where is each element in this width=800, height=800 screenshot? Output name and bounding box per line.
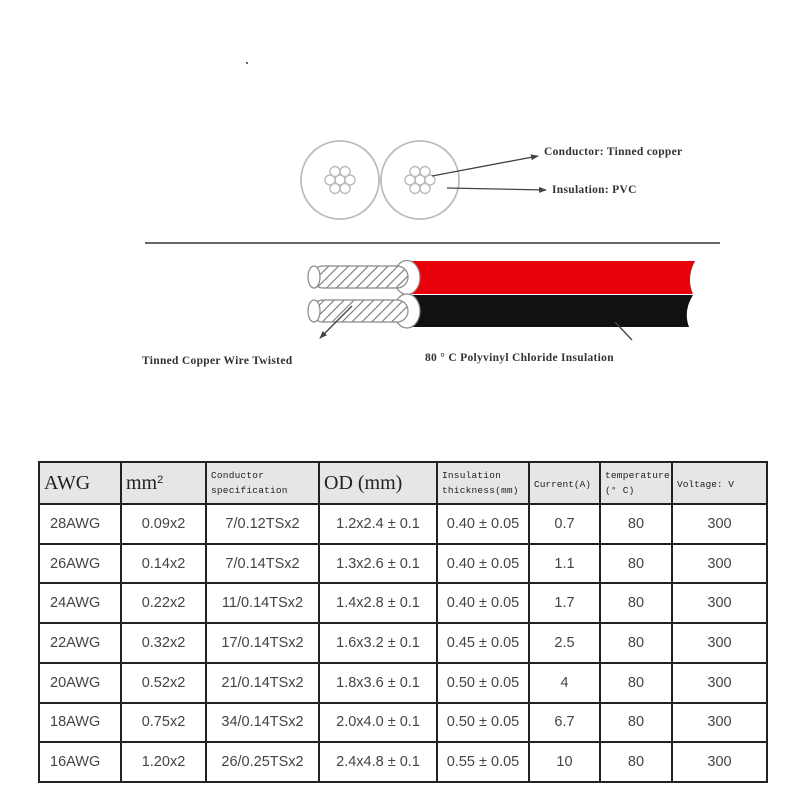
table-row xyxy=(39,623,767,663)
cell-od: 1.8x3.6 ± 0.1 xyxy=(319,663,437,703)
tinned-wire-label: Tinned Copper Wire Twisted xyxy=(142,355,293,367)
cell-insulation-thickness: 0.40 ± 0.05 xyxy=(437,504,529,544)
cell-od: 1.4x2.8 ± 0.1 xyxy=(319,583,437,623)
cell-mm2: 1.20x2 xyxy=(121,742,206,782)
header-insulation-thickness: Insulation thickness(mm) xyxy=(437,462,529,504)
cell-conductor-spec: 7/0.12TSx2 xyxy=(206,504,319,544)
cell-insulation-thickness: 0.45 ± 0.05 xyxy=(437,623,529,663)
cell-temperature: 80 xyxy=(600,703,672,743)
cell-voltage: 300 xyxy=(672,583,767,623)
cell-conductor-spec: 7/0.14TSx2 xyxy=(206,544,319,584)
cable-side-view xyxy=(308,261,695,329)
cell-voltage: 300 xyxy=(672,504,767,544)
conductor-leader xyxy=(432,156,538,176)
cell-awg: 22AWG xyxy=(39,623,121,663)
cell-od: 1.3x2.6 ± 0.1 xyxy=(319,544,437,584)
cell-insulation-thickness: 0.50 ± 0.05 xyxy=(437,663,529,703)
cell-conductor-spec: 21/0.14TSx2 xyxy=(206,663,319,703)
cell-insulation-thickness: 0.40 ± 0.05 xyxy=(437,544,529,584)
cell-awg: 16AWG xyxy=(39,742,121,782)
red-wire xyxy=(405,261,695,294)
pvc-insulation-label: 80 ° C Polyvinyl Chloride Insulation xyxy=(425,352,614,364)
header-od: OD (mm) xyxy=(319,462,437,504)
spec-table xyxy=(38,461,768,783)
cell-voltage: 300 xyxy=(672,663,767,703)
header-current: Current(A) xyxy=(529,462,600,504)
cell-mm2: 0.09x2 xyxy=(121,504,206,544)
cell-insulation-thickness: 0.40 ± 0.05 xyxy=(437,583,529,623)
cell-mm2: 0.32x2 xyxy=(121,623,206,663)
cell-conductor-spec: 11/0.14TSx2 xyxy=(206,583,319,623)
cell-mm2: 0.22x2 xyxy=(121,583,206,623)
header-mm2: $mm^2$ xyxy=(121,462,206,504)
cell-conductor-spec: 34/0.14TSx2 xyxy=(206,703,319,743)
insulation-label: Insulation: PVC xyxy=(552,184,637,196)
cell-temperature: 80 xyxy=(600,623,672,663)
conductor-label: Conductor: Tinned copper xyxy=(544,146,683,158)
cell-current: 6.7 xyxy=(529,703,600,743)
cell-temperature: 80 xyxy=(600,544,672,584)
cell-current: 0.7 xyxy=(529,504,600,544)
cell-awg: 26AWG xyxy=(39,544,121,584)
cell-voltage: 300 xyxy=(672,703,767,743)
speck xyxy=(246,62,248,64)
cell-od: 2.0x4.0 ± 0.1 xyxy=(319,703,437,743)
cross-section-left xyxy=(301,141,379,219)
cell-conductor-spec: 26/0.25TSx2 xyxy=(206,742,319,782)
cell-current: 1.1 xyxy=(529,544,600,584)
cell-od: 2.4x4.8 ± 0.1 xyxy=(319,742,437,782)
cell-od: 1.2x2.4 ± 0.1 xyxy=(319,504,437,544)
table-row xyxy=(39,544,767,584)
cell-current: 10 xyxy=(529,742,600,782)
cell-awg: 28AWG xyxy=(39,504,121,544)
cell-insulation-thickness: 0.50 ± 0.05 xyxy=(437,703,529,743)
cell-od: 1.6x3.2 ± 0.1 xyxy=(319,623,437,663)
table-row xyxy=(39,504,767,544)
header-temperature: temperature (° C) xyxy=(600,462,672,504)
cell-mm2: 0.52x2 xyxy=(121,663,206,703)
table-row xyxy=(39,742,767,782)
cell-awg: 24AWG xyxy=(39,583,121,623)
table-row xyxy=(39,703,767,743)
cell-awg: 20AWG xyxy=(39,663,121,703)
cell-mm2: 0.14x2 xyxy=(121,544,206,584)
cell-conductor-spec: 17/0.14TSx2 xyxy=(206,623,319,663)
header-awg: AWG xyxy=(39,462,121,504)
cell-current: 2.5 xyxy=(529,623,600,663)
header-voltage: Voltage: V xyxy=(672,462,767,504)
cross-section-right xyxy=(381,141,459,219)
cell-voltage: 300 xyxy=(672,742,767,782)
cell-insulation-thickness: 0.55 ± 0.05 xyxy=(437,742,529,782)
header-conductor-spec: Conductor specification xyxy=(206,462,319,504)
cell-awg: 18AWG xyxy=(39,703,121,743)
table-row xyxy=(39,663,767,703)
cell-temperature: 80 xyxy=(600,742,672,782)
cell-temperature: 80 xyxy=(600,583,672,623)
conductor-top xyxy=(312,266,408,288)
cell-current: 4 xyxy=(529,663,600,703)
cell-voltage: 300 xyxy=(672,623,767,663)
cell-temperature: 80 xyxy=(600,504,672,544)
cell-current: 1.7 xyxy=(529,583,600,623)
cell-temperature: 80 xyxy=(600,663,672,703)
black-wire xyxy=(405,295,693,327)
table-row xyxy=(39,583,767,623)
insulation-leader xyxy=(447,188,546,190)
table-header-row xyxy=(39,462,767,504)
cell-voltage: 300 xyxy=(672,544,767,584)
cell-mm2: 0.75x2 xyxy=(121,703,206,743)
conductor-bottom xyxy=(312,300,408,322)
